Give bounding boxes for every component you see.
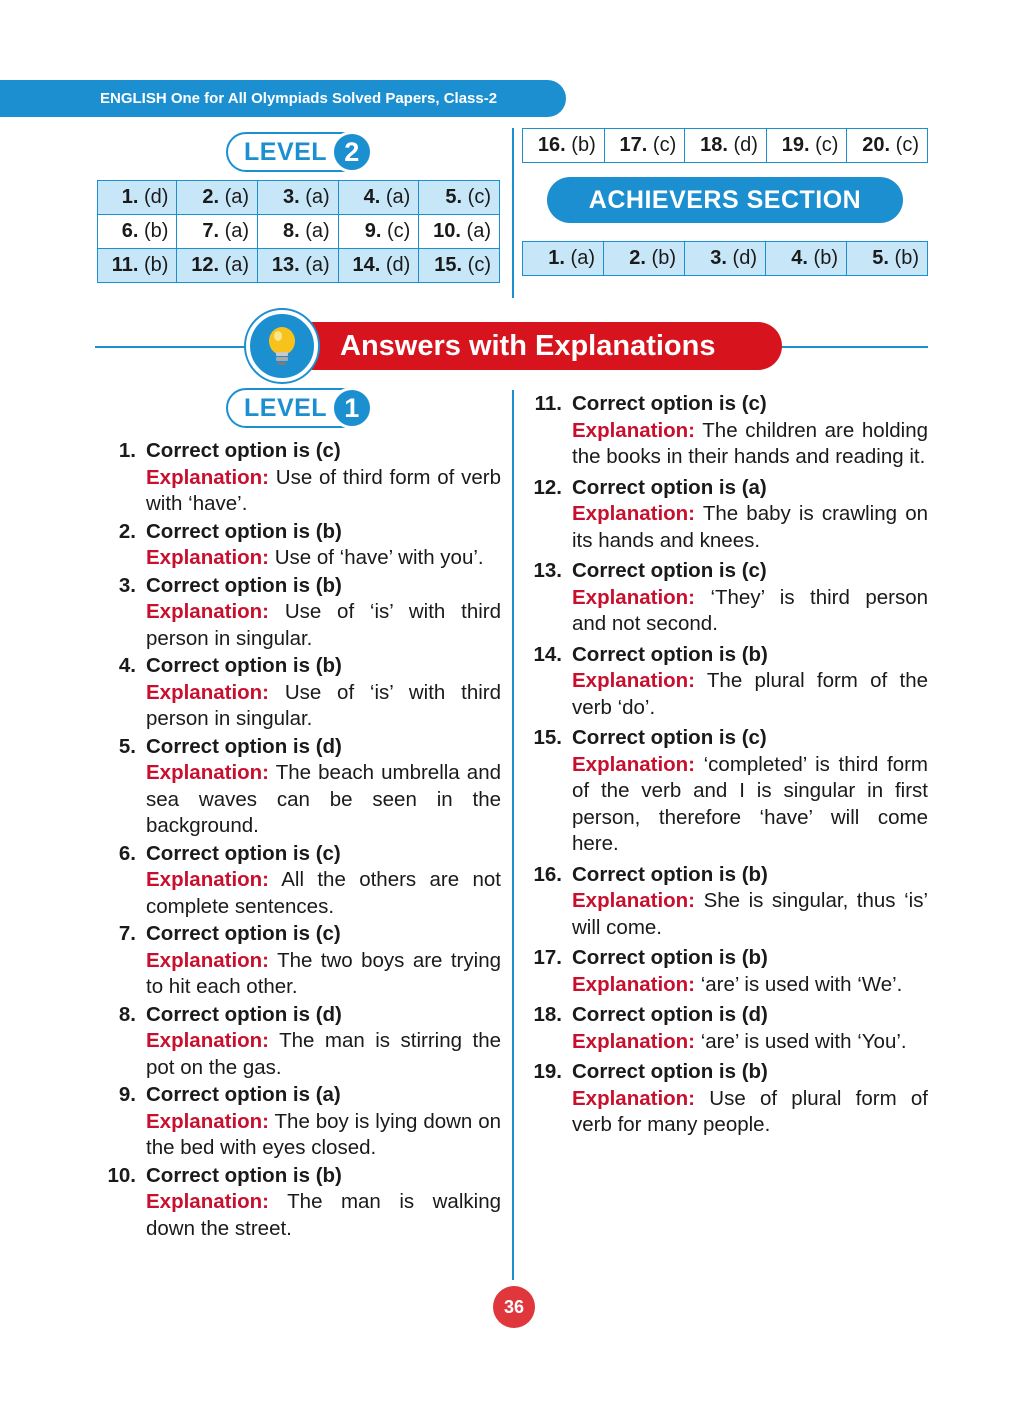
explanation-text: ‘They’ is third person and not second. <box>572 585 929 635</box>
answer-cell <box>847 242 928 276</box>
answer-cell <box>258 181 339 215</box>
answer-item <box>96 841 501 921</box>
explanation-text: The boy is lying down on the bed with eyes closed. <box>146 1109 501 1159</box>
question-number: 20. <box>862 134 891 156</box>
question-number: 9. <box>364 220 382 242</box>
question-number: 13. <box>271 254 300 276</box>
answer-cell <box>98 181 177 215</box>
level-1-number: 1 <box>331 387 373 429</box>
answer-option: (a) <box>385 186 411 208</box>
answer-option: (d) <box>385 254 411 276</box>
question-number: 19. <box>533 1060 562 1083</box>
question-number: 4. <box>118 654 136 677</box>
question-number: 15. <box>434 254 463 276</box>
explanation-text: The two boys are trying to hit each other. <box>146 948 501 998</box>
question-number: 6. <box>118 841 136 865</box>
correct-option: Correct option is (a) <box>572 475 767 499</box>
answer-cell <box>177 249 258 283</box>
question-number: 1. <box>548 247 565 269</box>
answer-option: (b) <box>143 220 169 242</box>
answer-option: (a) <box>570 247 595 269</box>
question-number: 4. <box>791 247 808 269</box>
level-1-badge <box>226 388 372 428</box>
explanation <box>146 1028 501 1081</box>
answer-cell <box>685 242 766 276</box>
explanation-label: Explanation: <box>146 1109 270 1133</box>
answer-item <box>96 921 501 1001</box>
explanation <box>146 1109 501 1162</box>
explanation-text: ‘are’ is used with ‘We’. <box>700 972 903 996</box>
question-number: 7. <box>202 220 220 242</box>
answer-item <box>522 642 928 722</box>
answer-item <box>96 438 501 518</box>
explanation-text: The man is stirring the pot on the gas. <box>146 1029 501 1079</box>
explanation <box>146 760 501 840</box>
answer-option: (a) <box>305 186 330 208</box>
explanation-label: Explanation: <box>146 948 270 972</box>
explanation-text: The baby is crawling on its hands and knees. <box>572 502 928 552</box>
achievers-section-title: ACHIEVERS SECTION <box>588 185 862 214</box>
answer-option: (c) <box>386 220 411 242</box>
question-number: 18. <box>533 1003 562 1026</box>
question-number: 2. <box>629 247 646 269</box>
question-number: 15. <box>533 726 562 749</box>
correct-option: Correct option is (b) <box>146 654 342 677</box>
answer-item <box>522 558 928 638</box>
explanation-text: All the others are not complete sentences. <box>146 868 501 918</box>
explanation-text: The beach umbrella and sea waves can be seen in the background. <box>146 761 501 837</box>
correct-option: Correct option is (b) <box>146 1163 342 1187</box>
question-number: 16. <box>537 134 566 156</box>
table-row <box>523 129 928 163</box>
table-row <box>98 215 500 249</box>
level-2-label: LEVEL <box>244 137 328 166</box>
lightbulb-icon <box>246 310 318 382</box>
question-number: 19. <box>781 134 810 156</box>
explanation <box>146 545 501 572</box>
correct-option: Correct option is (c) <box>572 559 767 582</box>
question-number: 10. <box>433 220 461 242</box>
explanation <box>146 1189 501 1242</box>
answer-option: (a) <box>224 186 250 208</box>
answer-cell <box>258 215 339 249</box>
answer-option: (c) <box>467 186 491 208</box>
question-number: 3. <box>282 186 300 208</box>
answer-option: (d) <box>143 186 169 208</box>
correct-option: Correct option is (b) <box>572 946 768 969</box>
explanation-label: Explanation: <box>146 546 270 569</box>
answer-option: (c) <box>815 134 839 156</box>
correct-option: Correct option is (c) <box>146 841 341 865</box>
explanation-label: Explanation: <box>572 889 696 912</box>
level-1-label: LEVEL <box>244 393 328 422</box>
correct-option: Correct option is (b) <box>572 642 768 666</box>
explanation <box>572 1086 928 1139</box>
answer-item <box>96 1163 501 1243</box>
answer-cell <box>258 249 339 283</box>
explanation-text: The man is walking down the street. <box>146 1190 501 1240</box>
answer-item <box>522 725 928 858</box>
answer-item <box>96 519 501 572</box>
answer-cell <box>338 181 419 215</box>
explanation <box>146 599 501 652</box>
answer-item <box>96 573 501 653</box>
explanation-text: Use of ‘is’ with third person in singular. <box>146 680 501 730</box>
explanation-text: ‘completed’ is third form of the verb and I is singular in first person, therefore ‘have’ will come here. <box>572 752 928 855</box>
answer-cell <box>766 242 847 276</box>
correct-option: Correct option is (b) <box>146 519 342 543</box>
answer-cell <box>98 215 177 249</box>
answer-option: (d) <box>732 247 757 269</box>
question-number: 14. <box>533 642 562 666</box>
answer-item <box>522 475 928 555</box>
explanation-text: Use of ‘is’ with third person in singular. <box>146 600 501 650</box>
answer-cell <box>766 129 847 163</box>
answer-option: (a) <box>224 220 250 242</box>
table-row <box>98 181 500 215</box>
achievers-section-banner <box>547 177 903 223</box>
question-number: 12. <box>533 475 562 499</box>
answer-item <box>96 653 501 733</box>
answer-cell <box>419 215 500 249</box>
explanation <box>572 1029 928 1056</box>
correct-option: Correct option is (d) <box>572 1003 768 1026</box>
explanation-label: Explanation: <box>572 1029 696 1053</box>
question-number: 2. <box>118 519 136 543</box>
question-number: 12. <box>191 254 220 276</box>
explanation-label: Explanation: <box>146 1029 270 1052</box>
question-number: 18. <box>700 134 728 156</box>
explanation <box>572 501 928 554</box>
question-number: 2. <box>202 186 220 208</box>
question-number: 11. <box>111 254 139 276</box>
explanation-text: The children are holding the books in their hands and reading it. <box>572 418 929 468</box>
explanation <box>146 465 501 518</box>
explanation <box>146 867 501 920</box>
question-number: 14. <box>352 254 381 276</box>
explanation-label: Explanation: <box>146 761 270 784</box>
explanation <box>572 972 928 999</box>
explanation-label: Explanation: <box>572 669 696 692</box>
correct-option: Correct option is (a) <box>146 1083 341 1106</box>
correct-option: Correct option is (c) <box>572 726 767 749</box>
explanation-text: The plural form of the verb ‘do’. <box>572 669 928 719</box>
explanation-label: Explanation: <box>146 465 270 489</box>
answer-option: (b) <box>894 247 919 269</box>
answer-item <box>522 1002 928 1055</box>
explanation-text: ‘are’ is used with ‘You’. <box>700 1029 907 1053</box>
correct-option: Correct option is (b) <box>146 573 342 597</box>
level-2-badge <box>226 132 372 172</box>
book-title: ENGLISH One for All Olympiads Solved Papers, Class-2 <box>100 90 498 107</box>
correct-option: Correct option is (b) <box>572 1060 768 1083</box>
correct-option: Correct option is (c) <box>146 439 341 462</box>
answer-cell <box>523 129 605 163</box>
level-2-number: 2 <box>331 131 373 173</box>
answer-cell <box>685 129 767 163</box>
answer-option: (a) <box>305 254 330 276</box>
answer-cell <box>604 242 685 276</box>
explanation-label: Explanation: <box>572 585 696 609</box>
answer-item <box>522 945 928 998</box>
question-number: 1. <box>118 439 136 462</box>
explanation-label: Explanation: <box>572 1086 696 1110</box>
question-number: 5. <box>872 247 889 269</box>
question-number: 8. <box>118 1002 136 1026</box>
question-number: 8. <box>282 220 300 242</box>
explanations-right-column <box>522 391 928 1143</box>
explanation-label: Explanation: <box>572 752 696 776</box>
answer-option: (c) <box>652 134 677 156</box>
question-number: 16. <box>533 862 562 886</box>
answer-item <box>522 1059 928 1139</box>
correct-option: Correct option is (c) <box>146 922 341 945</box>
question-number: 7. <box>118 922 136 945</box>
answer-cell <box>847 129 928 163</box>
answer-cell <box>523 242 604 276</box>
answer-option: (b) <box>143 254 169 276</box>
answer-cell <box>98 249 177 283</box>
answer-item <box>96 1002 501 1082</box>
page-number-badge <box>493 1286 535 1328</box>
answer-option: (a) <box>305 220 330 242</box>
level-2-answer-table <box>97 180 500 283</box>
explanation-label: Explanation: <box>572 972 696 996</box>
question-number: 17. <box>533 946 562 969</box>
explanation <box>572 668 928 721</box>
answer-cell <box>177 215 258 249</box>
question-number: 5. <box>118 734 136 758</box>
correct-option: Correct option is (c) <box>572 392 767 415</box>
question-number: 3. <box>710 247 727 269</box>
answer-option: (b) <box>813 247 838 269</box>
answer-cell <box>419 249 500 283</box>
question-number: 11. <box>534 392 562 415</box>
explanation-text: She is singular, thus ‘is’ will come. <box>572 889 929 939</box>
answer-item <box>522 862 928 942</box>
question-number: 5. <box>445 186 463 208</box>
explanation-text: Use of third form of verb with ‘have’. <box>146 465 501 515</box>
answer-cell <box>338 215 419 249</box>
question-number: 3. <box>118 573 136 597</box>
answer-option: (a) <box>466 220 491 242</box>
answer-item <box>522 391 928 471</box>
question-number: 6. <box>121 220 139 242</box>
question-number: 13. <box>533 559 562 582</box>
answers-with-explanations-banner <box>288 322 782 370</box>
correct-option: Correct option is (d) <box>146 1002 342 1026</box>
level-2-answer-table-continued <box>522 128 928 163</box>
question-number: 9. <box>118 1083 136 1106</box>
answer-cell <box>419 181 500 215</box>
answer-item <box>96 734 501 840</box>
question-number: 17. <box>619 134 648 156</box>
page-number: 36 <box>503 1296 525 1317</box>
explanation-label: Explanation: <box>572 502 696 525</box>
question-number: 4. <box>363 186 381 208</box>
explanation-label: Explanation: <box>146 680 270 704</box>
table-row <box>523 242 928 276</box>
explanation <box>572 752 928 858</box>
explanation <box>572 418 928 471</box>
section-title: Answers with Explanations <box>340 329 716 362</box>
answer-option: (a) <box>224 254 250 276</box>
column-divider-top <box>512 128 514 298</box>
table-row <box>98 249 500 283</box>
section-rule-right <box>776 346 928 348</box>
explanation-text: Use of ‘have’ with you’. <box>274 546 484 569</box>
answer-item <box>96 1082 501 1162</box>
explanation <box>572 585 928 638</box>
correct-option: Correct option is (b) <box>572 862 768 886</box>
section-rule-left <box>95 346 255 348</box>
answer-cell <box>604 129 685 163</box>
question-number: 10. <box>107 1163 136 1187</box>
explanation-label: Explanation: <box>146 1190 270 1213</box>
explanation-label: Explanation: <box>572 418 696 442</box>
explanation-label: Explanation: <box>146 868 270 891</box>
book-title-bar <box>0 80 566 117</box>
column-divider-main <box>512 390 514 1280</box>
explanation <box>146 948 501 1001</box>
answer-option: (c) <box>467 254 491 276</box>
answer-cell <box>177 181 258 215</box>
explanation-label: Explanation: <box>146 600 270 623</box>
answer-option: (b) <box>571 134 596 156</box>
answer-option: (d) <box>733 134 758 156</box>
explanation-text: Use of plural form of verb for many people. <box>572 1086 928 1136</box>
question-number: 1. <box>121 186 139 208</box>
explanation <box>572 888 928 941</box>
answer-option: (b) <box>651 247 676 269</box>
answer-option: (c) <box>895 134 919 156</box>
achievers-answer-table <box>522 241 928 276</box>
correct-option: Correct option is (d) <box>146 734 342 758</box>
answer-cell <box>338 249 419 283</box>
explanation <box>146 680 501 733</box>
explanations-left-column <box>96 438 501 1243</box>
